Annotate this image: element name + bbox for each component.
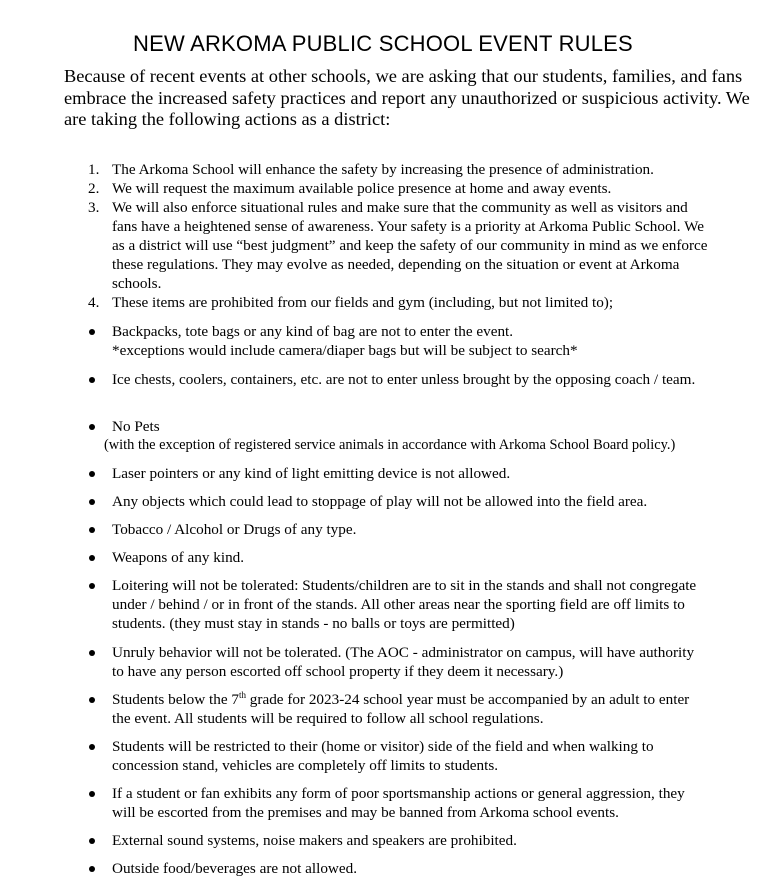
bullet-item xyxy=(88,520,708,539)
superscript: th xyxy=(238,689,246,700)
bullet-text: External sound systems, noise makers and speakers are prohibited. xyxy=(112,832,517,849)
bullet-text: Any objects which could lead to stoppage of play will not be allowed into the field area. xyxy=(112,493,648,510)
item-text: We will also enforce situational rules and make sure that the community as well as visitors and fans have a heightened sense of awareness. Your safety is a priority at Arkoma Public School. We as a district will use “best judgment” and keep the safety of our community in mind as we enforce these regulations. They may evolve as needed, depending on the situation or event at Arkoma schools. xyxy=(112,199,708,292)
bullet-text: Laser pointers or any kind of light emitting device is not allowed. xyxy=(112,465,511,482)
document-title: NEW ARKOMA PUBLIC SCHOOL EVENT RULES xyxy=(133,31,633,56)
bullet-item xyxy=(88,784,708,822)
bullet-text: Loitering will not be tolerated: Students/children are to sit in the stands and shall not congregate under / behind / or in front of the stands. All other areas near the sporting field are off limits to students. (they must stay in stands - no balls or toys are permitted) xyxy=(112,577,697,632)
item-number: 3. xyxy=(88,199,100,216)
bullet-text: If a student or fan exhibits any form of poor sportsmanship actions or general aggression, they will be escorted from the premises and may be banned from Arkoma school events. xyxy=(112,785,685,821)
bullet-text-end: grade for 2023-24 school year must be accompanied by an adult to enter the event. All students will be required to follow all school regulations. xyxy=(112,691,690,727)
item-number: 4. xyxy=(88,294,100,311)
bullet-text: Weapons of any kind. xyxy=(112,549,245,566)
bullet-item xyxy=(88,831,708,850)
numbered-item xyxy=(88,160,708,179)
bullet-text: Students will be restricted to their (home or visitor) side of the field and when walking to concession stand, vehicles are completely off limits to students. xyxy=(112,738,654,774)
bullet-text: No Pets xyxy=(112,418,160,435)
bullet-item xyxy=(88,690,708,728)
bullet-subtext: *exceptions would include camera/diaper bags but will be subject to search* xyxy=(112,342,578,359)
bullet-text: Ice chests, coolers, containers, etc. are not to enter unless brought by the opposing coach / team. xyxy=(112,371,696,388)
bullet-text: Tobacco / Alcohol or Drugs of any type. xyxy=(112,521,357,538)
item-text: These items are prohibited from our fields and gym (including, but not limited to); xyxy=(112,294,614,311)
bullet-item xyxy=(88,417,708,455)
item-number: 1. xyxy=(88,161,100,178)
bullet-item xyxy=(88,370,708,389)
item-number: 2. xyxy=(88,180,100,197)
numbered-list xyxy=(88,160,708,312)
bullet-text-start: Students below the 7 xyxy=(112,691,239,708)
bullet-subtext: (with the exception of registered service animals in accordance with Arkoma School Board policy.) xyxy=(104,437,676,453)
bullet-item xyxy=(88,643,708,681)
bullet-item xyxy=(88,322,708,360)
numbered-item xyxy=(88,293,708,312)
intro-paragraph: Because of recent events at other schools, we are asking that our students, families, and fans embrace the increased safety practices and report any unauthorized or suspicious activity. We are taking the following actions as a district: xyxy=(64,66,750,129)
bullet-item xyxy=(88,859,708,878)
bullet-item xyxy=(88,548,708,567)
bullet-text: Backpacks, tote bags or any kind of bag are not to enter the event. xyxy=(112,323,514,340)
bullet-text xyxy=(88,690,708,728)
numbered-item xyxy=(88,179,708,198)
bullet-text: Unruly behavior will not be tolerated. (The AOC - administrator on campus, will have authority to have any person escorted off school property if they deem it necessary.) xyxy=(112,644,695,680)
item-text: The Arkoma School will enhance the safety by increasing the presence of administration. xyxy=(112,161,654,178)
bullet-item xyxy=(88,464,708,483)
item-text: We will request the maximum available police presence at home and away events. xyxy=(112,180,612,197)
bullet-text: Outside food/beverages are not allowed. xyxy=(112,860,358,877)
bullet-item xyxy=(88,737,708,775)
numbered-item xyxy=(88,198,708,293)
bullet-item xyxy=(88,576,708,633)
bullet-item xyxy=(88,492,708,511)
